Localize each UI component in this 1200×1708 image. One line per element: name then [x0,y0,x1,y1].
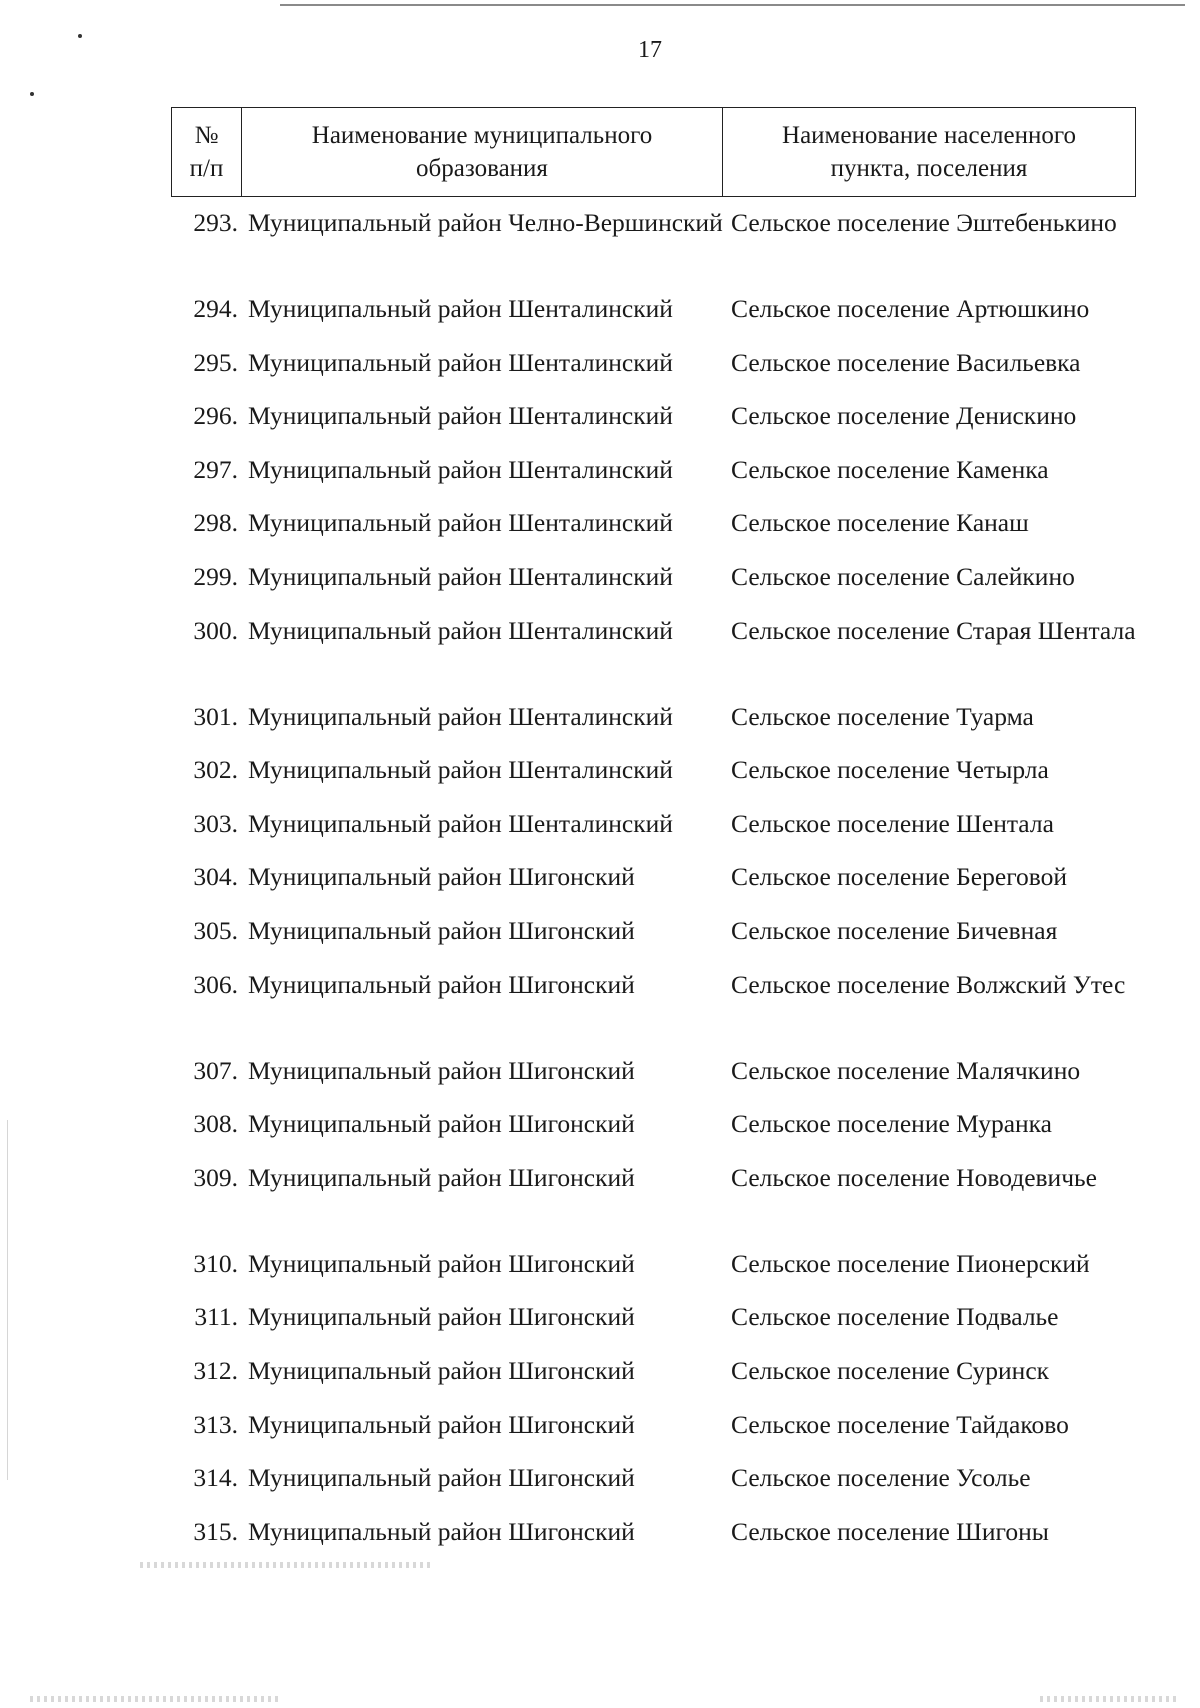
table-row [0,700,1200,754]
row-settlement: Сельское поселение Малячкино [731,1055,1081,1085]
row-settlement: Сельское поселение Береговой [731,862,1068,892]
header-settlement-line1: Наименование населенного [782,122,1076,149]
row-settlement: Сельское поселение Канаш [731,508,1029,538]
row-settlement: Сельское поселение Туарма [731,701,1034,731]
row-municipality: Муниципальный район Шигонский [248,1248,635,1278]
row-municipality: Муниципальный район Шигонский [248,1302,635,1332]
table-row [0,1515,1200,1569]
table-body [0,206,1200,1568]
row-number: 309. [193,1162,238,1192]
row-settlement: Сельское поселение Муранка [731,1109,1052,1139]
row-municipality: Муниципальный район Шенталинский [248,615,673,645]
table-row [0,292,1200,346]
row-municipality: Муниципальный район Шигонский [248,915,635,945]
row-municipality: Муниципальный район Шигонский [248,1109,635,1139]
row-municipality: Муниципальный район Шигонский [248,969,635,999]
row-municipality: Муниципальный район Шенталинский [248,808,673,838]
page-number: 17 [638,37,662,63]
row-municipality: Муниципальный район Шигонский [248,1463,635,1493]
table-row [0,1247,1200,1301]
row-municipality: Муниципальный район Шенталинский [248,701,673,731]
row-settlement: Сельское поселение Шигоны [731,1516,1049,1546]
table-row [0,506,1200,560]
header-number-column [172,108,242,196]
table-row [0,1408,1200,1462]
table-row [0,1161,1200,1247]
row-settlement: Сельское поселение Эштебенькино [731,208,1117,237]
row-settlement: Сельское поселение Салейкино [731,561,1075,591]
header-municipality-column [242,108,723,196]
row-number: 295. [193,347,238,377]
scan-dot [30,92,34,96]
scan-margin-line [7,1120,8,1480]
header-settlement-line2: пункта, поселения [830,155,1028,182]
row-number: 314. [193,1463,238,1493]
row-number: 299. [193,561,238,591]
row-municipality: Муниципальный район Шигонский [248,1162,635,1192]
table-row [0,453,1200,507]
table-row [0,1354,1200,1408]
row-municipality: Муниципальный район Шенталинский [248,347,673,377]
row-number: 298. [193,508,238,538]
table-row [0,1461,1200,1515]
table-row [0,968,1200,1054]
table-row [0,1300,1200,1354]
row-municipality: Муниципальный район Шигонский [248,1055,635,1085]
scan-dot [78,34,82,38]
table-header [171,107,1136,197]
row-municipality: Муниципальный район Шигонский [248,1409,635,1439]
header-settlement-column [723,108,1135,196]
row-settlement: Сельское поселение Подвалье [731,1302,1059,1332]
row-municipality: Муниципальный район Челно-Вершинский [248,208,723,237]
row-municipality: Муниципальный район Шенталинский [248,294,673,323]
row-number: 296. [193,401,238,431]
top-rule [280,4,1185,6]
table-row [0,914,1200,968]
row-number: 305. [193,915,238,945]
header-municipality-line1: Наименование муниципального [311,122,653,149]
row-settlement: Сельское поселение Каменка [731,454,1049,484]
row-number: 315. [193,1516,238,1546]
row-settlement: Сельское поселение Шентала [731,808,1054,838]
table-row [0,1054,1200,1108]
row-number: 302. [193,755,238,785]
row-number: 308. [193,1109,238,1139]
row-settlement: Сельское поселение Волжский Утес [731,969,1126,999]
row-municipality: Муниципальный район Шенталинский [248,401,673,431]
table-row [0,753,1200,807]
row-municipality: Муниципальный район Шигонский [248,1355,635,1385]
table-row [0,206,1200,292]
header-number-line1: № [194,122,219,149]
header-municipality-line2: образования [416,155,548,182]
row-settlement: Сельское поселение Пионерский [731,1248,1090,1278]
row-number: 313. [193,1409,238,1439]
row-settlement: Сельское поселение Тайдаково [731,1409,1069,1439]
row-settlement: Сельское поселение Артюшкино [731,294,1090,323]
row-number: 306. [193,969,238,999]
table-row [0,614,1200,700]
row-settlement: Сельское поселение Суринск [731,1355,1050,1385]
row-settlement: Сельское поселение Старая Шентала [731,615,1136,645]
row-municipality: Муниципальный район Шенталинский [248,454,673,484]
row-municipality: Муниципальный район Шигонский [248,862,635,892]
row-number: 293. [193,208,238,237]
row-settlement: Сельское поселение Денискино [731,401,1077,431]
row-number: 294. [193,294,238,323]
row-settlement: Сельское поселение Четырла [731,755,1049,785]
table-row [0,560,1200,614]
row-municipality: Муниципальный район Шенталинский [248,561,673,591]
table-row [0,399,1200,453]
table-row [0,346,1200,400]
table-row [0,807,1200,861]
scan-speck [140,1562,430,1568]
row-municipality: Муниципальный район Шигонский [248,1516,635,1546]
row-number: 300. [193,615,238,645]
row-number: 307. [193,1055,238,1085]
row-number: 311. [194,1302,238,1332]
table-row [0,1107,1200,1161]
row-municipality: Муниципальный район Шенталинский [248,508,673,538]
row-number: 312. [193,1355,238,1385]
scan-speck [1040,1696,1180,1702]
row-settlement: Сельское поселение Бичевная [731,915,1058,945]
row-number: 304. [193,862,238,892]
row-settlement: Сельское поселение Новодевичье [731,1162,1097,1192]
row-settlement: Сельское поселение Васильевка [731,347,1081,377]
row-number: 303. [193,808,238,838]
row-municipality: Муниципальный район Шенталинский [248,755,673,785]
header-number-line2: п/п [189,155,224,182]
scan-speck [30,1696,280,1702]
row-settlement: Сельское поселение Усолье [731,1463,1031,1493]
table-row [0,860,1200,914]
row-number: 301. [193,701,238,731]
row-number: 297. [193,454,238,484]
row-number: 310. [193,1248,238,1278]
